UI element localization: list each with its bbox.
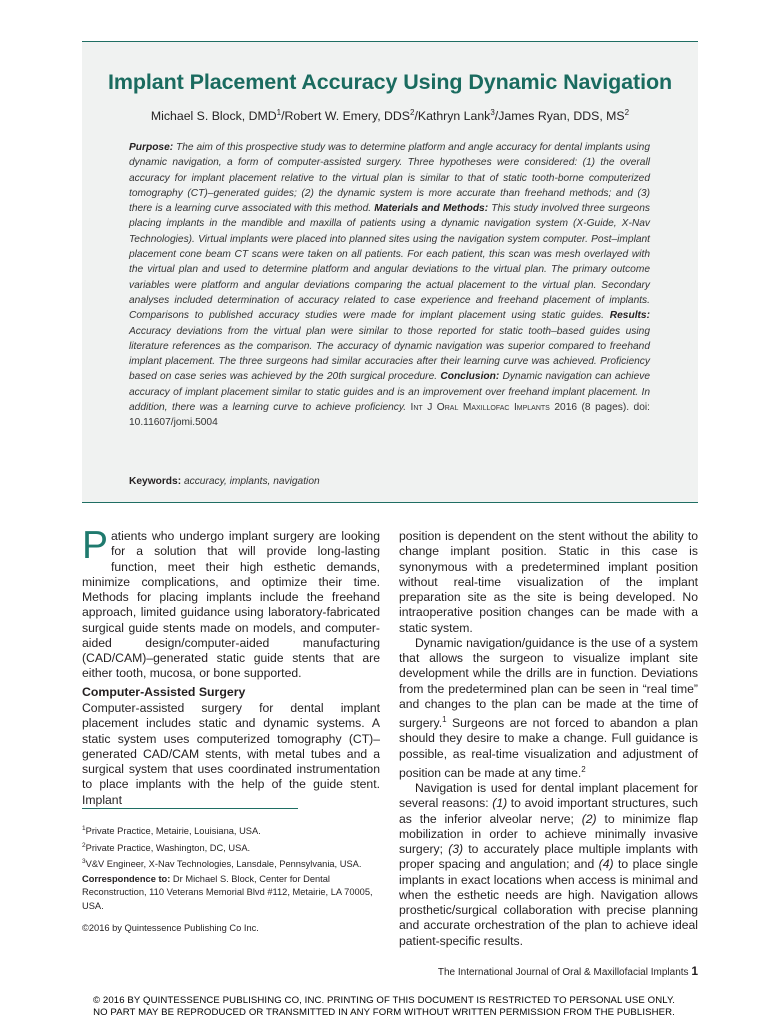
dynamic-text-b: Surgeons are not forced to abandon a plan should they desire to make a change. Full guidance is possible, as real-time visualization and adjustment of position can be made at any time. xyxy=(399,716,698,780)
footnote-num: 1 xyxy=(82,825,86,832)
enum-marker: (3) xyxy=(448,842,464,857)
footnotes xyxy=(82,822,382,872)
article-title: Implant Placement Accuracy Using Dynamic Navigation xyxy=(107,70,673,94)
footnote-divider xyxy=(82,808,298,809)
cas-paragraph: Computer-assisted surgery for dental implant placement includes static and dynamic systems. A static system uses computerized tomography (CT)–generated CAD/CAM stents, with metal tubes and a surgical system that uses coordinated instrumentation to place implants with the help of the guide stent. Implant xyxy=(82,701,380,807)
right-column xyxy=(399,529,698,949)
copyright-notice xyxy=(0,995,768,1020)
paragraph-static: position is dependent on the stent without the ability to change implant position. Static in this case is synonymous with a predetermined implant position without real-time visualization of the implant preparation site as the site is being developed. No intraoperative position changes can be made with a static system. xyxy=(399,529,698,635)
journal-footer: The International Journal of Oral & Maxillofacial Implants xyxy=(437,967,692,978)
enum-marker: (2) xyxy=(581,811,597,826)
citation-doi: 2016 (8 pages). doi: 10.11607/jomi.5004 xyxy=(129,402,650,429)
keywords xyxy=(129,476,650,487)
correspondence-text: Dr Michael S. Block, Center for Dental Reconstruction, 110 Veterans Memorial Blvd #112, Metairie, LA 70005, USA. xyxy=(82,874,373,911)
enum-marker: (4) xyxy=(598,857,614,872)
results-label: Results: xyxy=(609,310,650,322)
notice-line: © 2016 BY QUINTESSENCE PUBLISHING CO, INC. PRINTING OF THIS DOCUMENT IS RESTRICTED TO PERSONAL USE ONLY. xyxy=(92,995,676,1006)
footnote xyxy=(82,822,382,839)
keywords-text: accuracy, implants, navigation xyxy=(183,476,320,487)
footnote xyxy=(82,839,382,856)
footnote-text: Private Practice, Metairie, Louisiana, USA. xyxy=(85,826,261,837)
affil-mark: 2 xyxy=(410,108,415,117)
reasons-text: to accurately place multiple implants with proper spacing and angulation; and xyxy=(399,842,698,872)
reasons-text: to minimize flap mobilization in order to achieve minimally invasive surgery; xyxy=(399,811,698,857)
running-footer xyxy=(438,964,698,978)
footnote-text: Private Practice, Washington, DC, USA. xyxy=(85,842,251,853)
affil-mark: 2 xyxy=(624,108,630,117)
copyright-note: ©2016 by Quintessence Publishing Co Inc. xyxy=(82,923,259,933)
author-1: Michael S. Block, DMD xyxy=(150,109,277,124)
journal-name: Int J Oral Maxillofac Implants xyxy=(410,402,550,414)
author-4: /James Ryan, DDS, MS xyxy=(494,109,625,124)
footnote-num: 3 xyxy=(82,858,86,865)
citation-mark: 2 xyxy=(581,764,586,774)
footnote-num: 2 xyxy=(82,841,86,849)
purpose-text: The aim of this prospective study was to determine platform and angle accuracy for dental implants using dynamic navigation, a form of computer-assisted surgery. Three hypotheses were considered: (1) the overall accuracy for implant placement relative to the virtual plan is similar to that of static tooth-borne computerized tomography (CT)–generated guides; (2) the dynamic system is more accurate than freehand methods; and (3) there is a learning curve associated with this method. xyxy=(129,142,650,215)
section-heading: Computer-Assisted Surgery xyxy=(82,685,246,699)
reasons-text: to avoid important structures, such as the inferior alveolar nerve; xyxy=(399,796,698,826)
conclusion-text: Dynamic navigation can achieve accuracy of implant placement similar to static guides and is an improvement over freehand implant placement. In addition, there was a learning curve to achieve proficiency. xyxy=(129,371,650,414)
notice-line: NO PART MAY BE REPRODUCED OR TRANSMITTED IN ANY FORM WITHOUT WRITTEN PERMISSION FROM THE PUBLISHER. xyxy=(93,1007,675,1019)
author-line xyxy=(82,108,698,123)
paragraph-dynamic xyxy=(399,636,698,781)
methods-label: Materials and Methods: xyxy=(374,203,489,215)
methods-text: This study involved three surgeons placing implants in the mandible and maxilla of patients using a dynamic navigation system (X-Guide, X-Nav Technologies). Virtual implants were placed into planned sites using the navigation system computer. Post–implant placement cone beam CT scans were taken on all patients. For each patient, this scan was mesh overlayed with the virtual plan and used to determine platform and angular deviations to the virtual plan. The primary outcome variables were platform and angular deviations comparing the actual placement to the virtual plan. Secondary analyses included determination of accuracy related to case experience and freehand placement of implants. Comparisons to published accuracy studies were made for implant placement using static guides. xyxy=(129,203,650,322)
abstract xyxy=(129,140,650,431)
citation-mark: 1 xyxy=(442,715,447,724)
correspondence xyxy=(82,873,382,913)
affil-mark: 1 xyxy=(276,108,282,117)
results-text: Accuracy deviations from the virtual plan were similar to those reported for static tooth–based guides using literature references as the comparison. The accuracy of dynamic navigation was superior compared to freehand implant placement. The three surgeons had similar accuracies after their learning curve was achieved. Proficiency based on case series was achieved by the 20th surgical procedure. xyxy=(129,325,650,383)
author-3: /Kathryn Lank xyxy=(414,109,491,124)
author-2: /Robert W. Emery, DDS xyxy=(281,109,410,124)
page-number: 1 xyxy=(691,964,698,978)
conclusion-label: Conclusion: xyxy=(440,371,500,383)
reasons-text: to place single implants in exact locations when access is minimal and when the esthetic needs are high. Navigation allows prosthetic/surgical collaboration with precise planning and accurate orchestration of the plan to achieve ideal patient-specific results. xyxy=(399,857,698,948)
footnote xyxy=(82,855,382,872)
paragraph-reasons xyxy=(399,781,698,949)
affil-mark: 3 xyxy=(490,108,495,117)
drop-cap: P xyxy=(82,524,109,567)
purpose-label: Purpose: xyxy=(129,142,174,153)
intro-paragraph xyxy=(82,524,380,682)
reasons-text: Navigation is used for dental implant placement for several reasons: xyxy=(399,781,698,811)
dynamic-text-a: Dynamic navigation/guidance is the use of a system that allows the surgeon to visualize implant site development while the drills are in function. Deviations from the predetermined plan can be seen in “real time” and changes to the plan can be made at the time of surgery. xyxy=(399,635,698,731)
correspondence-label: Correspondence to: xyxy=(82,874,171,884)
intro-text: atients who undergo implant surgery are looking for a solution that will provide long-lasting function, meet their high esthetic demands, minimize complications, and optimize their time. Methods for placing implants include the freehand approach, limited guidance using laboratory-fabricated surgical guide stents made on models, and computer-aided design/computer-aided manufacturing (CAD/CAM)–generated static guide stents that are either tooth, mucosa, or bone supported. xyxy=(82,529,380,681)
footnote-text: V&V Engineer, X-Nav Technologies, Lansdale, Pennsylvania, USA. xyxy=(85,859,362,870)
enum-marker: (1) xyxy=(492,796,508,811)
keywords-label: Keywords: xyxy=(129,476,182,487)
